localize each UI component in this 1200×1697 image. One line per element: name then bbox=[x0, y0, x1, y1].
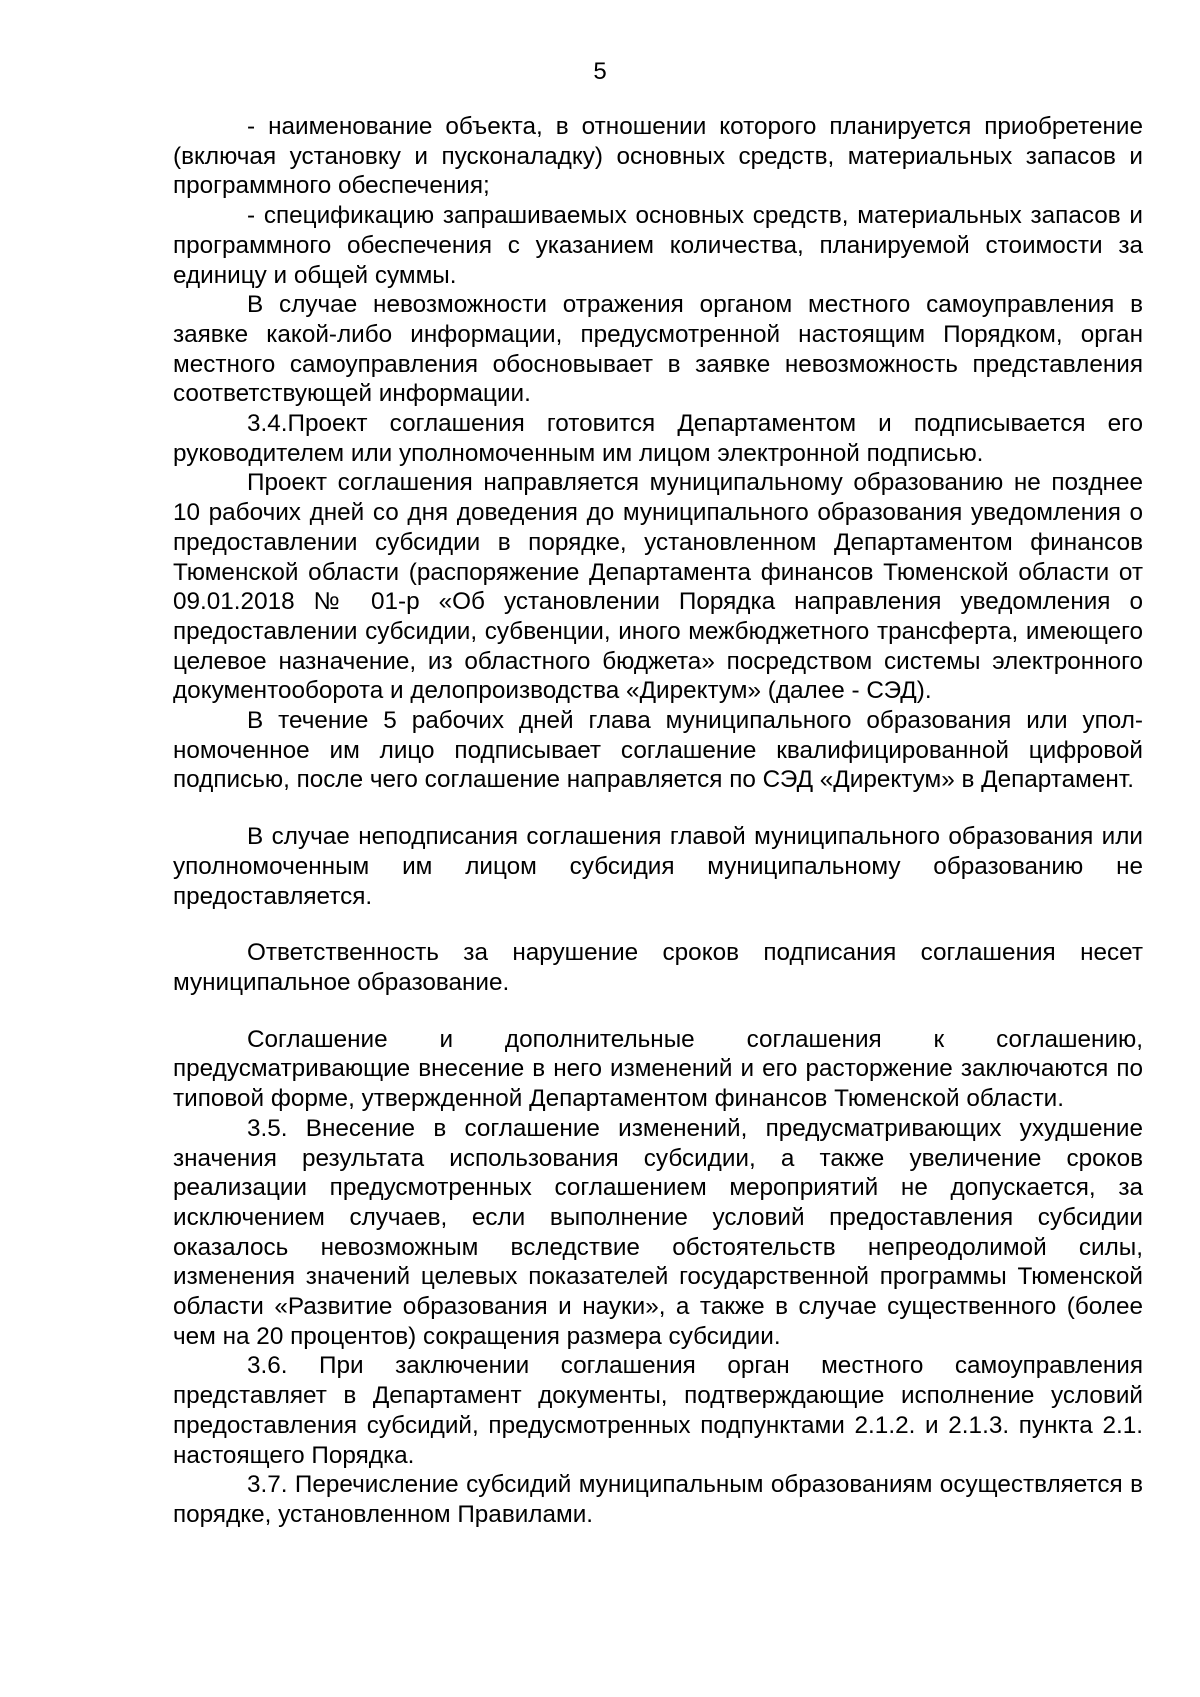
paragraph-3-6: 3.6. При заключении соглашения орган местного самоуправления представляет в Департамент документы, подтверждающие исполнение условий предоставления субсидий, предусмотренных подпунктами 2.1.2. и 2.1.3. пункта 2.1. настоящего Порядка. bbox=[173, 1352, 1143, 1469]
paragraph-list-item-object-name: - наименование объекта, в отношении которого планируется приобретение (включая установку и пусконаладку) основных средств, материальных запасов и программного обеспечения; bbox=[173, 113, 1143, 200]
paragraph-responsibility: Ответственность за нарушение сроков подписания соглашения несет муниципальное образование. bbox=[173, 939, 1143, 996]
paragraph-missing-information: В случае невозможности отражения органом местного самоуправления в заявке какой-либо информации, предусмотренной настоящим Порядком, орган местного самоуправления обосновывает в заявке невозможность представления соответствующей информации. bbox=[173, 291, 1143, 408]
paragraph-draft-agreement-sending: Проект соглашения направляется муниципальному образованию не позднее 10 рабочих дней со дня доведения до муниципального образования уведомления о предоставлении субсидии в порядке, установленном Департаментом финансов Тюменской области (распоряжение Департамента финансов Тюменской области от 09.01.2018 № 01-р «Об установлении Порядка направления уведомления о предоставлении субсидии, субвенции, иного межбюджетного трансферта, имеющего целевое назначение, из областного бюджета» посредством системы электронного документооборота и делопроизводства «Директум» (далее - СЭД). bbox=[173, 469, 1143, 705]
page-number: 5 bbox=[593, 58, 607, 85]
paragraph-signing-period: В течение 5 рабочих дней глава муниципального образования или уполномоченное им лицо подписывает соглашение квалифицированной цифровой подписью, после чего соглашение направляется по СЭД «Директум» в Департамент. bbox=[173, 707, 1143, 794]
paragraph-agreement-form: Соглашение и дополнительные соглашения к соглашению, предусматривающие внесение в него изменений и его расторжение заключаются по типовой форме, утвержденной Департаментом финансов Тюменской области. bbox=[173, 1025, 1143, 1113]
paragraph-list-item-specification: - спецификацию запрашиваемых основных средств, материальных запасов и программного обеспечения с указанием количества, планируемой стоимости за единицу и общей суммы. bbox=[173, 202, 1143, 289]
paragraph-non-signing: В случае неподписания соглашения главой муниципального образования или уполномоченным им лицом субсидия муниципальному образованию не предоставляется. bbox=[173, 823, 1143, 910]
paragraph-3-5: 3.5. Внесение в соглашение изменений, предусматривающих ухудшение значения результата использования субсидии, а также увеличение сроков реализации предусмотренных соглашением мероприятий не допускается, за исключением случаев, если выполнение условий предоставления субсидии оказалось невозможным вследствие обстоятельств непреодолимой силы, изменения значений целевых показателей государственной программы Тюменской области «Развитие образования и науки», а также в случае существенного (более чем на 20 процентов) сокращения размера субсидии. bbox=[173, 1114, 1143, 1350]
document-body bbox=[173, 112, 1143, 1530]
paragraph-3-4: 3.4.Проект соглашения готовится Департаментом и подписывается его руководителем или уполномоченным им лицом электронной подписью. bbox=[173, 410, 1143, 467]
paragraph-3-7: 3.7. Перечисление субсидий муниципальным образованиям осуществляется в порядке, установленном Правилами. bbox=[173, 1471, 1143, 1528]
